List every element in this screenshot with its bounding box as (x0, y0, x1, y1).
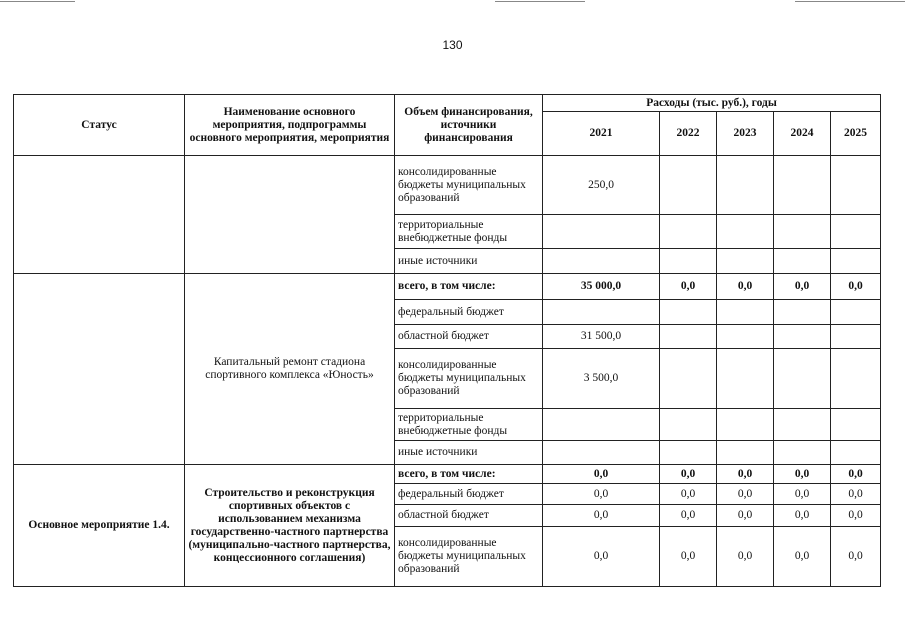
value-cell (543, 441, 660, 465)
activity-name-cell: Строительство и реконструкция спортивных объектов с использованием механизма государственно-частного партнерства (муниципально-частного партнерства, концессионного соглашения) (185, 465, 395, 587)
value-cell (660, 441, 717, 465)
source-cell: иные источники (395, 249, 543, 274)
value-cell: 0,0 (774, 274, 831, 300)
value-cell: 0,0 (543, 484, 660, 505)
value-cell: 0,0 (831, 465, 881, 484)
value-cell (660, 156, 717, 215)
value-cell (717, 409, 774, 441)
financing-table (13, 94, 881, 587)
value-cell: 3 500,0 (543, 349, 660, 409)
value-cell: 0,0 (831, 484, 881, 505)
value-cell (717, 325, 774, 349)
value-cell: 0,0 (543, 505, 660, 527)
value-cell (831, 409, 881, 441)
value-cell: 0,0 (717, 274, 774, 300)
value-cell: 0,0 (831, 274, 881, 300)
header-volume: Объем финансирования, источники финансирования (395, 95, 543, 156)
source-cell: иные источники (395, 441, 543, 465)
value-cell (717, 249, 774, 274)
source-cell: территориальные внебюджетные фонды (395, 409, 543, 441)
source-cell-total: всего, в том числе: (395, 465, 543, 484)
value-cell (660, 349, 717, 409)
value-cell: 0,0 (717, 505, 774, 527)
name-cell-empty (185, 156, 395, 274)
value-cell (717, 441, 774, 465)
header-year: 2021 (543, 112, 660, 156)
value-cell: 0,0 (543, 465, 660, 484)
status-cell-empty (14, 274, 185, 465)
scan-mark-right (795, 1, 905, 2)
value-cell: 0,0 (543, 527, 660, 587)
value-cell: 0,0 (660, 484, 717, 505)
source-cell: федеральный бюджет (395, 484, 543, 505)
value-cell (660, 409, 717, 441)
value-cell: 0,0 (660, 527, 717, 587)
value-cell (774, 156, 831, 215)
source-cell: территориальные внебюджетные фонды (395, 215, 543, 249)
value-cell (660, 300, 717, 325)
header-name: Наименование основного мероприятия, подпрограммы основного мероприятия, мероприятия (185, 95, 395, 156)
value-cell: 31 500,0 (543, 325, 660, 349)
header-year: 2022 (660, 112, 717, 156)
value-cell: 0,0 (774, 505, 831, 527)
value-cell (831, 441, 881, 465)
value-cell (774, 325, 831, 349)
source-cell: областной бюджет (395, 505, 543, 527)
scan-mark-left (0, 1, 75, 2)
value-cell (717, 156, 774, 215)
value-cell (543, 300, 660, 325)
source-cell: консолидированные бюджеты муниципальных образований (395, 527, 543, 587)
value-cell: 0,0 (831, 527, 881, 587)
value-cell (717, 349, 774, 409)
value-cell (831, 349, 881, 409)
source-cell: консолидированные бюджеты муниципальных образований (395, 349, 543, 409)
value-cell (774, 300, 831, 325)
header-year: 2024 (774, 112, 831, 156)
value-cell (543, 215, 660, 249)
value-cell (717, 300, 774, 325)
value-cell (831, 249, 881, 274)
source-cell: областной бюджет (395, 325, 543, 349)
value-cell (660, 325, 717, 349)
value-cell: 0,0 (660, 505, 717, 527)
page-number: 130 (442, 38, 463, 52)
value-cell (831, 215, 881, 249)
value-cell (660, 215, 717, 249)
value-cell (774, 349, 831, 409)
value-cell: 0,0 (774, 484, 831, 505)
header-status: Статус (14, 95, 185, 156)
header-year: 2025 (831, 112, 881, 156)
value-cell (774, 249, 831, 274)
source-cell: федеральный бюджет (395, 300, 543, 325)
scan-mark-center (495, 1, 585, 2)
value-cell (543, 409, 660, 441)
status-cell: Основное мероприятие 1.4. (14, 465, 185, 587)
value-cell: 0,0 (831, 505, 881, 527)
value-cell (831, 156, 881, 215)
value-cell: 0,0 (717, 527, 774, 587)
source-cell: консолидированные бюджеты муниципальных образований (395, 156, 543, 215)
activity-name-cell: Капитальный ремонт стадиона спортивного комплекса «Юность» (185, 274, 395, 465)
value-cell (660, 249, 717, 274)
value-cell: 0,0 (660, 465, 717, 484)
value-cell: 0,0 (660, 274, 717, 300)
value-cell (717, 215, 774, 249)
value-cell (774, 441, 831, 465)
value-cell: 0,0 (774, 527, 831, 587)
value-cell (774, 215, 831, 249)
value-cell (774, 409, 831, 441)
value-cell (831, 300, 881, 325)
value-cell: 250,0 (543, 156, 660, 215)
value-cell (543, 249, 660, 274)
header-year: 2023 (717, 112, 774, 156)
value-cell: 0,0 (717, 484, 774, 505)
value-cell (831, 325, 881, 349)
value-cell: 35 000,0 (543, 274, 660, 300)
value-cell: 0,0 (774, 465, 831, 484)
status-cell-empty (14, 156, 185, 274)
header-expenses: Расходы (тыс. руб.), годы (543, 95, 881, 112)
source-cell-total: всего, в том числе: (395, 274, 543, 300)
value-cell: 0,0 (717, 465, 774, 484)
